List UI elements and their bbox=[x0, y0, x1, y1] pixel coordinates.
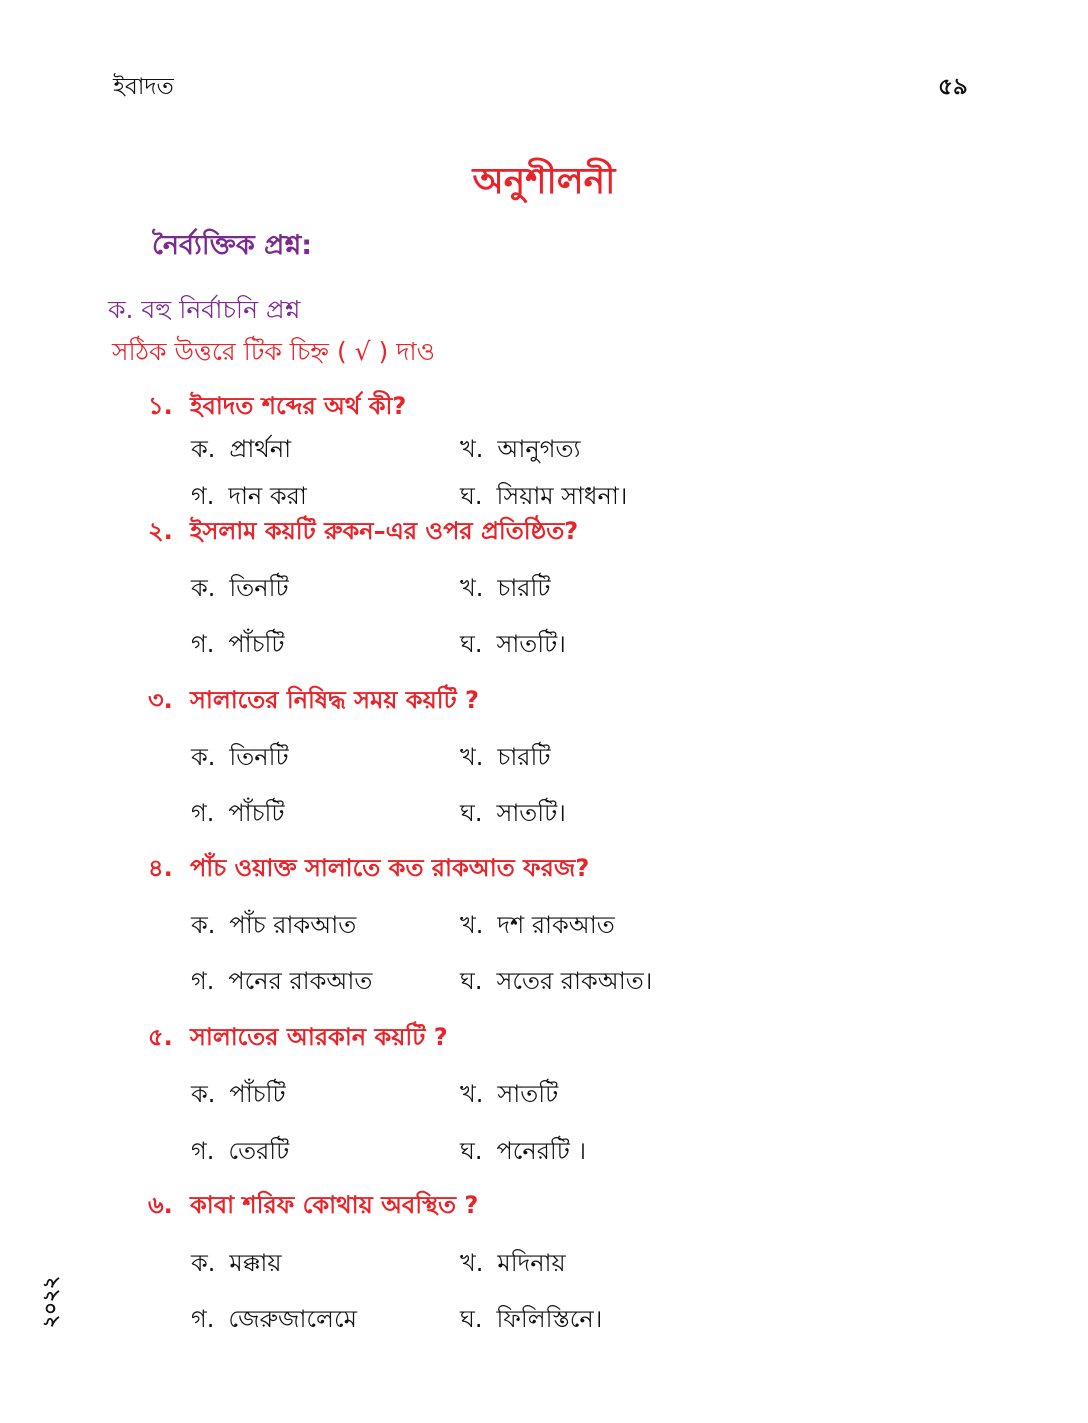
option-text: মক্কায় bbox=[229, 1249, 282, 1277]
question-number: ৩. bbox=[148, 686, 173, 714]
option-kha bbox=[460, 907, 615, 947]
option-text: পনেরটি । bbox=[496, 1137, 587, 1165]
page-header-title: ইবাদত bbox=[113, 74, 174, 100]
option-text: জেরুজালেমে bbox=[228, 1305, 357, 1333]
question-4 bbox=[148, 850, 589, 890]
option-kha bbox=[460, 739, 550, 779]
option-text: তিনটি bbox=[229, 574, 289, 602]
option-kha bbox=[460, 1245, 566, 1285]
option-label: গ. bbox=[191, 1305, 215, 1333]
option-ga bbox=[191, 963, 372, 1003]
option-text: সাতটি। bbox=[496, 630, 566, 658]
instruction-text: সঠিক উত্তরে টিক চিহ্ন ( √ ) দাও bbox=[112, 337, 436, 366]
option-gha bbox=[460, 963, 652, 1003]
option-label: খ. bbox=[460, 911, 484, 939]
option-ka bbox=[191, 1076, 286, 1116]
page-number: ৫৯ bbox=[938, 74, 968, 100]
option-label: গ. bbox=[191, 967, 215, 995]
subsection-heading: ক. বহু নির্বাচনি প্রশ্ন bbox=[108, 295, 301, 324]
option-ka bbox=[191, 431, 291, 471]
option-label: খ. bbox=[460, 574, 484, 602]
option-text: চারটি bbox=[497, 743, 551, 771]
option-label: ক. bbox=[191, 435, 216, 463]
option-text: মদিনায় bbox=[497, 1249, 566, 1277]
option-text: পাঁচ রাকআত bbox=[229, 911, 357, 939]
option-text: চারটি bbox=[497, 574, 551, 602]
option-label: ক. bbox=[191, 574, 216, 602]
option-gha bbox=[460, 1133, 586, 1173]
option-text: সতের রাকআত। bbox=[496, 967, 653, 995]
option-ka bbox=[191, 1245, 282, 1285]
option-ka bbox=[191, 739, 289, 779]
question-text: সালাতের নিষিদ্ধ সময় কয়টি ? bbox=[190, 686, 479, 714]
option-gha bbox=[460, 626, 566, 666]
option-label: গ. bbox=[191, 1137, 215, 1165]
option-text: পাঁচটি bbox=[228, 630, 285, 658]
option-ka bbox=[191, 570, 289, 610]
option-text: তেরটি bbox=[228, 1137, 290, 1165]
option-label: ক. bbox=[191, 1080, 216, 1108]
option-text: সাতটি bbox=[497, 1080, 559, 1108]
option-kha bbox=[460, 570, 550, 610]
option-label: গ. bbox=[191, 482, 215, 510]
option-label: গ. bbox=[191, 799, 215, 827]
option-text: সিয়াম সাধনা। bbox=[496, 482, 628, 510]
question-number: ৬. bbox=[148, 1191, 173, 1219]
option-label: খ. bbox=[460, 1080, 484, 1108]
question-1 bbox=[148, 388, 406, 428]
option-text: পনের রাকআত bbox=[228, 967, 373, 995]
exercise-heading-text: অনুশীলনী bbox=[472, 161, 616, 202]
question-text: ইসলাম কয়টি রুকন–এর ওপর প্রতিষ্ঠিত? bbox=[190, 517, 579, 545]
section-heading: নৈর্ব্যক্তিক প্রশ্ন: bbox=[152, 230, 313, 261]
option-label: গ. bbox=[191, 630, 215, 658]
question-number: ২. bbox=[148, 517, 173, 545]
option-label: খ. bbox=[460, 743, 484, 771]
question-text: কাবা শরিফ কোথায় অবস্থিত ? bbox=[190, 1191, 479, 1219]
option-text: দশ রাকআত bbox=[497, 911, 615, 939]
option-text: ফিলিস্তিনে। bbox=[496, 1305, 603, 1333]
option-label: খ. bbox=[460, 435, 484, 463]
exercise-heading bbox=[0, 154, 1088, 214]
option-ka bbox=[191, 907, 356, 947]
option-ga bbox=[191, 478, 307, 518]
option-label: ঘ. bbox=[460, 630, 483, 658]
question-number: ৫. bbox=[148, 1023, 173, 1051]
option-text: আনুগত্য bbox=[497, 435, 581, 463]
option-ga bbox=[191, 626, 285, 666]
option-text: সাতটি। bbox=[496, 799, 566, 827]
question-number: ১. bbox=[148, 392, 173, 420]
question-text: পাঁচ ওয়াক্ত সালাতে কত রাকআত ফরজ? bbox=[190, 854, 590, 882]
option-text: প্রার্থনা bbox=[229, 435, 292, 463]
option-gha bbox=[460, 795, 566, 835]
option-ga bbox=[191, 1133, 289, 1173]
side-year-label: ২০২২ bbox=[38, 1276, 62, 1329]
question-6 bbox=[148, 1187, 478, 1227]
option-ga bbox=[191, 1301, 357, 1341]
option-ga bbox=[191, 795, 285, 835]
option-text: দান করা bbox=[228, 482, 307, 510]
question-text: সালাতের আরকান কয়টি ? bbox=[190, 1023, 448, 1051]
option-kha bbox=[460, 1076, 558, 1116]
question-number: ৪. bbox=[148, 854, 173, 882]
question-3 bbox=[148, 682, 479, 722]
option-label: ঘ. bbox=[460, 1137, 483, 1165]
option-gha bbox=[460, 478, 627, 518]
question-text: ইবাদত শব্দের অর্থ কী? bbox=[190, 392, 407, 420]
option-label: ঘ. bbox=[460, 482, 483, 510]
option-label: ঘ. bbox=[460, 967, 483, 995]
option-label: ক. bbox=[191, 911, 216, 939]
option-text: পাঁচটি bbox=[228, 799, 285, 827]
question-2 bbox=[148, 513, 578, 553]
question-5 bbox=[148, 1019, 448, 1059]
option-label: ক. bbox=[191, 1249, 216, 1277]
option-gha bbox=[460, 1301, 602, 1341]
option-label: ঘ. bbox=[460, 1305, 483, 1333]
option-kha bbox=[460, 431, 580, 471]
option-text: পাঁচটি bbox=[229, 1080, 286, 1108]
option-label: ঘ. bbox=[460, 799, 483, 827]
option-label: ক. bbox=[191, 743, 216, 771]
option-text: তিনটি bbox=[229, 743, 289, 771]
option-label: খ. bbox=[460, 1249, 484, 1277]
